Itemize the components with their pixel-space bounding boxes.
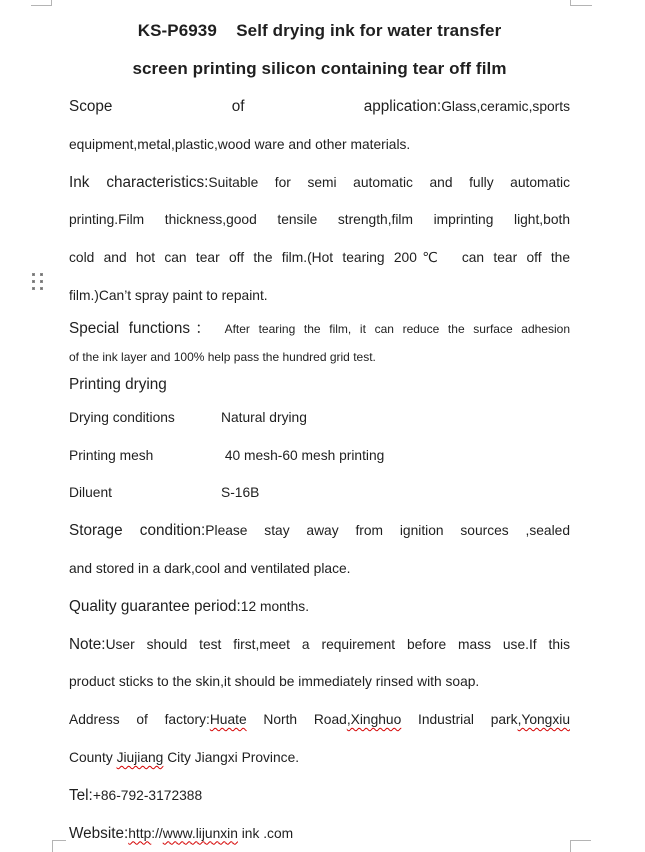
text-line — [69, 126, 570, 164]
text-boundary-mark-bottom-left — [52, 840, 66, 852]
text-segment: Ink characteristics: — [69, 173, 209, 191]
spec-label: Printing mesh — [69, 447, 154, 463]
text-segment: film.)Can’t spray paint to repaint. — [69, 287, 268, 303]
document-text — [69, 0, 570, 852]
text-segment: After tearing the film, it can reduce the surface adhesion — [215, 321, 570, 336]
text-segment: User should test first,meet a requirement before mass use.If this — [105, 636, 570, 652]
spec-row — [69, 437, 570, 475]
text-boundary-mark-bottom-right — [570, 840, 591, 852]
text-segment: Please stay away from ignition sources ,sealed — [205, 523, 571, 539]
spec-value: S-16B — [221, 485, 260, 501]
text-segment: printing.Film thickness,good tensile strength,film imprinting light,both — [69, 212, 570, 228]
text-line — [69, 815, 570, 852]
misspelled-word: Jiujiang — [116, 749, 164, 765]
paragraph-drag-handle-icon[interactable] — [32, 273, 43, 290]
text-line — [69, 164, 570, 202]
text-segment: product sticks to the skin,it should be immediately rinsed with soap. — [69, 674, 480, 690]
text-line — [69, 239, 570, 277]
text-segment: City Jiangxi Province. — [163, 749, 300, 765]
text-line — [69, 512, 570, 550]
text-segment: Note: — [69, 635, 106, 653]
misspelled-word: ,Yongxiu — [517, 712, 570, 728]
text-segment: Printing drying — [69, 375, 167, 393]
text-segment: Quality guarantee period: — [69, 597, 241, 615]
text-segment: Storage condition: — [69, 522, 206, 540]
misspelled-word: www.lijunxin — [162, 825, 238, 841]
text-segment: equipment,metal,plastic,wood ware and other materials. — [69, 136, 411, 152]
title-line — [69, 12, 570, 50]
text-segment: Glass,ceramic,sports — [441, 99, 570, 114]
text-segment: KS-P6939 Self drying ink for water transfer — [137, 21, 502, 40]
text-segment: County — [69, 749, 117, 765]
text-line — [69, 343, 570, 371]
text-segment: cold and hot can tear off the film.(Hot tearing 200℃ can tear off the — [69, 250, 570, 266]
text-segment: ink .com — [237, 825, 294, 841]
text-line — [69, 701, 570, 739]
text-line — [69, 315, 570, 343]
text-line — [69, 777, 570, 815]
text-line — [69, 88, 570, 126]
spec-value: 40 mesh-60 mesh printing — [221, 447, 385, 463]
text-segment: +86-792-3172388 — [92, 787, 203, 803]
misspelled-word: Huate — [209, 712, 247, 728]
text-segment: Suitable for semi automatic and fully automatic — [208, 174, 570, 190]
text-segment: Website: — [69, 824, 129, 842]
spec-value: Natural drying — [221, 409, 307, 425]
text-segment: North Road — [246, 712, 347, 728]
title-line — [69, 50, 570, 88]
text-segment: Tel: — [69, 786, 93, 804]
spec-row — [69, 474, 570, 512]
text-line — [69, 550, 570, 588]
misspelled-word: ,Xinghuo — [346, 712, 402, 728]
text-segment: screen printing silicon containing tear off film — [132, 59, 507, 78]
text-segment: Scope of application: — [69, 98, 442, 115]
text-segment: Special functions： — [69, 319, 216, 337]
spec-label: Diluent — [69, 485, 112, 501]
text-segment: :// — [151, 825, 163, 841]
text-segment: Industrial park — [401, 712, 518, 728]
text-line — [69, 277, 570, 315]
text-line — [69, 588, 570, 626]
spec-label: Drying conditions — [69, 409, 175, 425]
text-boundary-mark-top-left — [31, 0, 52, 6]
text-segment: Address of factory: — [69, 712, 210, 728]
spec-row — [69, 399, 570, 437]
text-line — [69, 663, 570, 701]
text-segment: of the ink layer and 100% help pass the hundred grid test. — [69, 349, 376, 364]
text-segment: 12 months. — [240, 598, 310, 614]
text-line — [69, 739, 570, 777]
text-boundary-mark-top-right — [570, 0, 592, 6]
text-line — [69, 626, 570, 664]
text-line — [69, 371, 570, 399]
text-line — [69, 201, 570, 239]
text-segment: and stored in a dark,cool and ventilated place. — [69, 560, 351, 576]
misspelled-word: http — [128, 825, 152, 841]
